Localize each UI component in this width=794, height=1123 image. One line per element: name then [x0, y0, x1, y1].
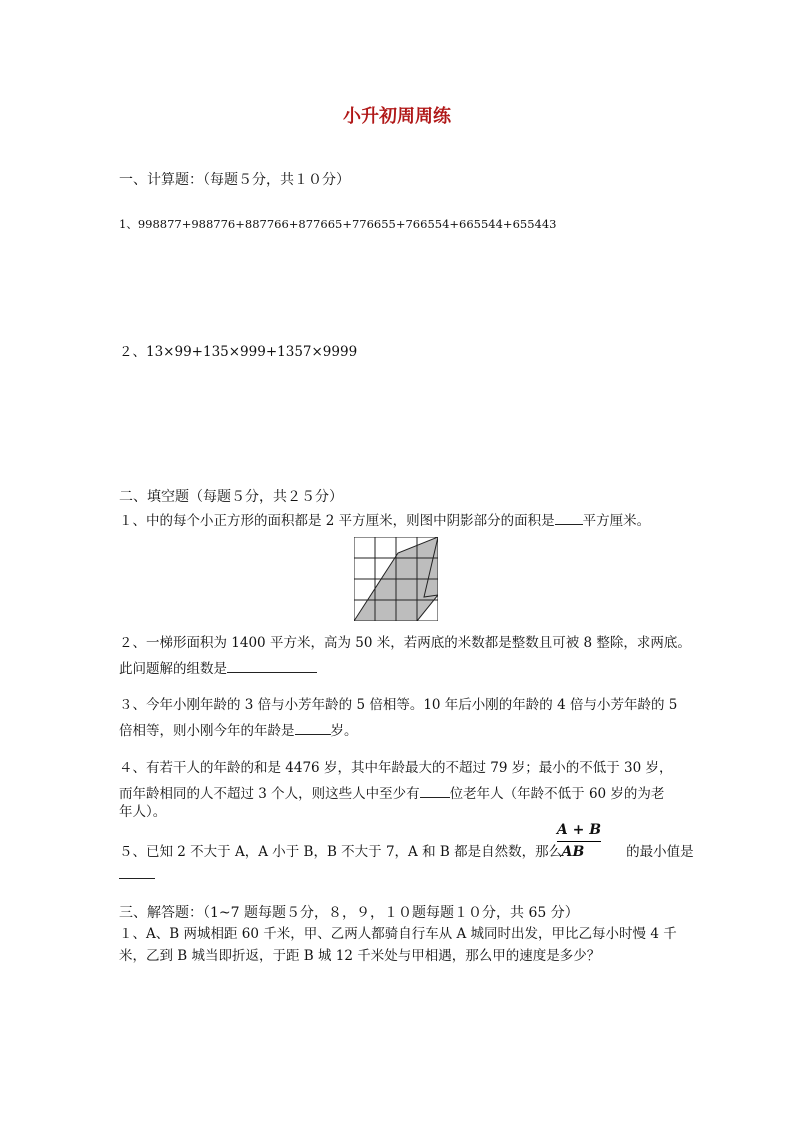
section2-question-2-line2 [119, 660, 317, 677]
fraction-denominator: AB [561, 844, 585, 860]
grid-figure [354, 537, 438, 621]
answer-blank[interactable] [420, 785, 450, 798]
answer-blank[interactable] [119, 866, 155, 879]
section2-question-3-line2 [119, 722, 358, 739]
section2-question-2-line1: ２、一梯形面积为 1400 平方米，高为 50 米，若两底的米数都是整数且可被 8 整除，求两底。 [119, 635, 691, 651]
fraction-numerator: A + B [556, 822, 602, 838]
section2-question-5-answer [119, 866, 155, 883]
q1-text: １、中的每个小正方形的面积都是 2 平方厘米，则图中阴影部分的面积是 [119, 513, 555, 529]
q1-text-after: 平方厘米。 [582, 513, 651, 529]
q5-text: ５、已知 2 不大于 A，A 小于 B，B 不大于 7，A 和 B 都是自然数，那么 [119, 844, 563, 860]
section2-question-4-line3: 年人）。 [119, 804, 167, 820]
section2-question-4-line2 [119, 785, 664, 802]
q3-text: 倍相等，则小刚今年的年龄是 [119, 723, 295, 739]
answer-blank[interactable] [227, 660, 317, 673]
section1-heading: 一、计算题：（每题５分，共１０分） [119, 172, 350, 188]
q2-text: 此问题解的组数是 [119, 661, 227, 677]
section2-heading: 二、填空题（每题５分，共２５分） [119, 489, 343, 505]
page-title: 小升初周周练 [343, 106, 451, 127]
q4-text-after: 位老年人（年龄不低于 60 岁的为老 [449, 786, 665, 802]
q3-text-after: 岁。 [330, 723, 358, 739]
section2-question-3-line1: ３、今年小刚年龄的 3 倍与小芳年龄的 5 倍相等。10 年后小刚的年龄的 4 倍与小芳年龄的 5 [119, 697, 678, 713]
fraction-bar [557, 841, 601, 842]
section2-question-5 [119, 846, 694, 860]
section1-question-1: 1、998877+988776+887766+877665+776655+766554+665544+655443 [119, 217, 557, 231]
answer-blank[interactable] [555, 512, 583, 525]
q4-text: 而年龄相同的人不超过 3 个人，则这些人中至少有 [119, 786, 420, 802]
fraction-expression [555, 822, 603, 860]
section2-question-4-line1: ４、有若干人的年龄的和是 4476 岁，其中年龄最大的不超过 79 岁；最小的不低于 30 岁， [119, 760, 673, 776]
section1-question-2: ２、13×99+135×999+1357×9999 [119, 344, 358, 360]
section2-question-1 [119, 512, 650, 529]
section3-heading: 三、解答题：（1~7 题每题５分，８，９，１０题每题１０分，共 65 分） [119, 905, 579, 921]
q5-text-after: 的最小值是 [626, 844, 694, 860]
answer-blank[interactable] [295, 722, 331, 735]
section3-question-1-line2: 米，乙到 B 城当即折返，于距 B 城 12 千米处与甲相遇，那么甲的速度是多少？ [119, 948, 601, 964]
section3-question-1-line1: １、A、B 两城相距 60 千米，甲、乙两人都骑自行车从 A 城同时出发，甲比乙每小时慢 4 千 [119, 926, 677, 942]
